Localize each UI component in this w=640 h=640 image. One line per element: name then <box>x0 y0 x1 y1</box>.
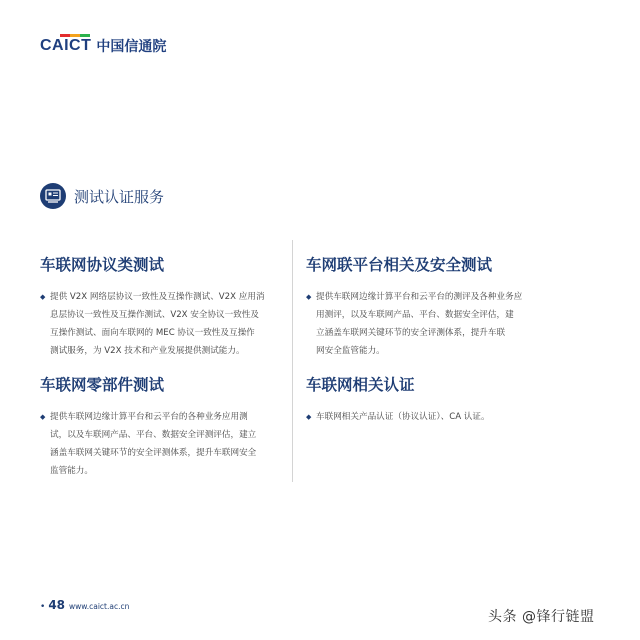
block-platform-security-test <box>306 253 596 360</box>
page-number: 48 <box>48 598 66 612</box>
block-title: 车联网协议类测试 <box>40 256 165 274</box>
dot-icon: • <box>40 602 46 612</box>
org-name: 中国信通院 <box>96 39 167 55</box>
caict-logo <box>40 36 166 56</box>
body-line: 测试服务，为 V2X 技术和产业发展提供测试能力。 <box>50 346 245 356</box>
diamond-bullet-icon: ◆ <box>40 293 46 301</box>
block-body <box>306 408 596 426</box>
block-body <box>40 288 290 360</box>
section-title: 测试认证服务 <box>74 187 165 206</box>
body-line: 车联网相关产品认证（协议认证）、CA 认证。 <box>316 412 490 422</box>
section-header <box>40 183 164 209</box>
block-title: 车联网零部件测试 <box>40 376 165 394</box>
block-certification <box>306 373 596 426</box>
watermark: 头条 @锋行链盟 <box>488 609 595 625</box>
diamond-bullet-icon: ◆ <box>306 293 312 301</box>
test-report-icon <box>40 183 66 209</box>
column-divider <box>292 240 293 482</box>
footer-url: www.caict.ac.cn <box>69 602 130 611</box>
block-title: 车联网相关认证 <box>306 376 415 394</box>
block-protocol-test <box>40 253 290 360</box>
body-line: 提供车联网边缘计算平台和云平台的各种业务应用测 <box>50 412 248 422</box>
body-line: 试，以及车联网产品、平台、数据安全评测评估，建立 <box>50 430 257 440</box>
logo-color-bar <box>60 34 90 37</box>
body-line: 立涵盖车联网关键环节的安全评测体系，提升车联 <box>316 328 506 338</box>
logo-wordmark <box>40 37 91 55</box>
body-line: 息层协议一致性及互操作测试、V2X 安全协议一致性及 <box>50 310 260 320</box>
body-line: 互操作测试、面向车联网的 MEC 协议一致性及互操作 <box>50 328 255 338</box>
diamond-bullet-icon: ◆ <box>306 413 312 421</box>
diamond-bullet-icon: ◆ <box>40 413 46 421</box>
block-body <box>40 408 290 480</box>
logo-text: CAICT <box>40 37 92 54</box>
block-body <box>306 288 596 360</box>
body-line: 网安全监管能力。 <box>316 346 385 356</box>
block-title: 车网联平台相关及安全测试 <box>306 256 493 274</box>
body-line: 提供 V2X 网络层协议一致性及互操作测试、V2X 应用消 <box>50 292 265 302</box>
body-line: 监管能力。 <box>50 466 93 476</box>
block-component-test <box>40 373 290 480</box>
body-line: 用测评，以及车联网产品、平台、数据安全评估，建 <box>316 310 514 320</box>
body-line: 涵盖车联网关键环节的安全评测体系，提升车联网安全 <box>50 448 257 458</box>
body-line: 提供车联网边缘计算平台和云平台的测评及各种业务应 <box>316 292 523 302</box>
page-footer <box>40 598 129 612</box>
